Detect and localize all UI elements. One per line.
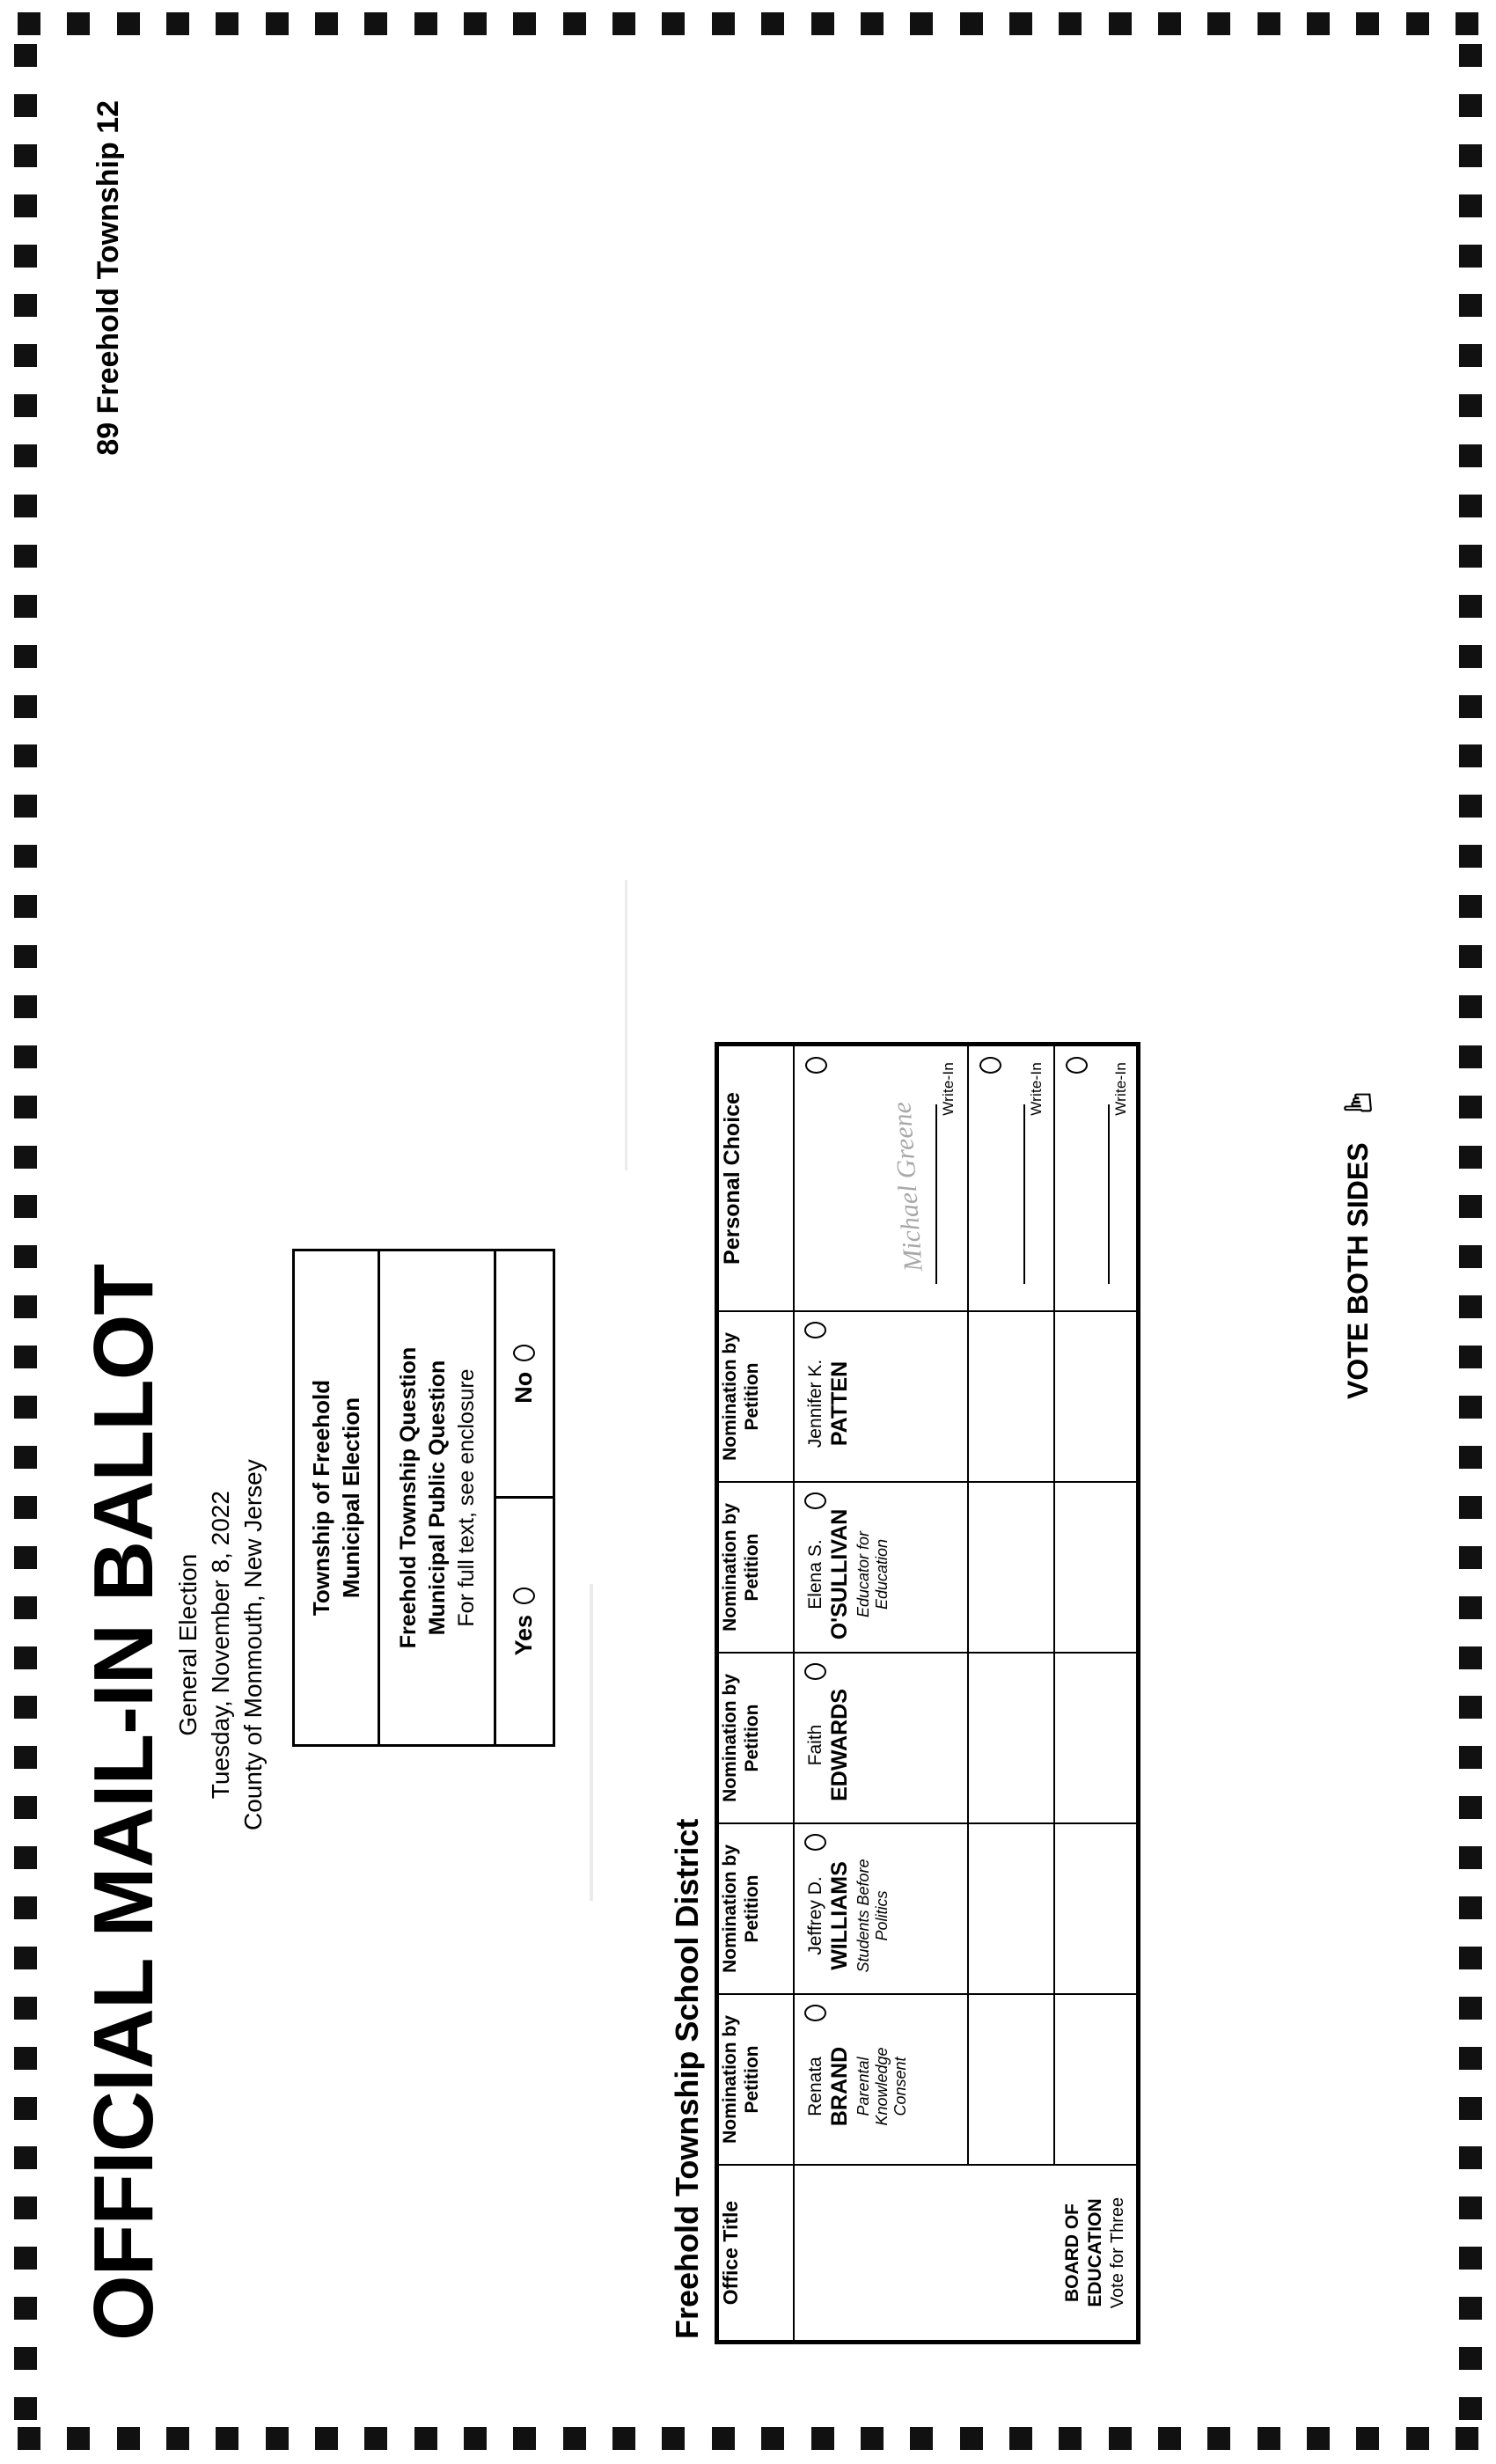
candidate-slogan: Students Before Politics — [854, 1859, 891, 1973]
perforation-dash — [1459, 895, 1482, 918]
perforation-dash — [14, 1646, 37, 1669]
perforation-dash — [1459, 2397, 1482, 2420]
perforation-dash — [14, 1997, 37, 2020]
ballot-table — [717, 1045, 1138, 2342]
perforation-dash — [1459, 1997, 1482, 2020]
perforation-dash — [1459, 945, 1482, 968]
perforation-dash — [67, 12, 90, 35]
col-header-nomination-3: Nomination by Petition — [718, 1653, 794, 1823]
perforation-dash — [960, 2427, 983, 2450]
personal-choice-cell-3[interactable] — [1054, 1045, 1137, 1311]
perforation-dash — [14, 495, 37, 517]
public-question-box — [292, 1249, 555, 1747]
perforation-dash — [414, 12, 437, 35]
perforation-dash — [1456, 2427, 1478, 2450]
perforation-dash — [216, 12, 238, 35]
candidate-cell-williams[interactable] — [794, 1823, 968, 1994]
perforation-dash — [1158, 2427, 1181, 2450]
candidate-slogan: Educator for Education — [854, 1530, 891, 1618]
public-question-title-line1: Township of Freehold — [308, 1379, 334, 1617]
perforation-dash — [1459, 144, 1482, 167]
perforation-dash — [1207, 2427, 1230, 2450]
perforation-dash — [1059, 2427, 1082, 2450]
perforation-dash — [1459, 394, 1482, 417]
perforation-dash — [14, 1346, 37, 1368]
perforation-dash — [910, 12, 933, 35]
oval-icon-write-in-2[interactable] — [979, 1057, 1001, 1074]
perforation-dash — [1459, 1346, 1482, 1368]
perforation-dash — [14, 344, 37, 367]
vote-both-sides-text: VOTE BOTH SIDES — [1341, 1142, 1374, 1399]
perforation-dash — [1307, 2427, 1330, 2450]
perforation-dash — [14, 845, 37, 868]
candidate-last-name: PATTEN — [826, 1360, 852, 1447]
col-header-office-title: Office Title — [718, 2165, 794, 2341]
table-row — [968, 1045, 1054, 2341]
public-question-line3: For full text, see enclosure — [453, 1368, 479, 1627]
election-info — [172, 1459, 270, 1830]
perforation-dash — [14, 1446, 37, 1469]
perforation-dash — [662, 12, 685, 35]
public-question-line1: Freehold Township Question — [395, 1346, 421, 1649]
perforation-dash — [1307, 12, 1330, 35]
perforation-dash — [1459, 44, 1482, 67]
perforation-dash — [1459, 1696, 1482, 1719]
perforation-dash — [662, 2427, 685, 2450]
public-question-yes-option[interactable] — [496, 1497, 553, 1745]
perforation-dash — [1459, 194, 1482, 217]
perforation-dash — [14, 1796, 37, 1819]
perforation-dash — [315, 2427, 338, 2450]
perforation-dash — [1406, 12, 1429, 35]
perforation-dash — [1459, 995, 1482, 1018]
perforation-dash — [1459, 94, 1482, 117]
perforation-dash — [14, 1746, 37, 1769]
perforation-dash — [1459, 1796, 1482, 1819]
perforation-border-bottom — [18, 2427, 1478, 2450]
candidate-first-name: Renata — [805, 2057, 825, 2116]
write-in-line-2[interactable] — [1023, 1104, 1025, 1284]
perforation-dash — [1356, 2427, 1379, 2450]
public-question-answers — [494, 1251, 553, 1744]
perforation-dash — [14, 1245, 37, 1268]
perforation-dash — [14, 1896, 37, 1919]
perforation-dash — [1258, 12, 1280, 35]
perforation-border-left — [14, 44, 37, 2420]
perforation-dash — [166, 12, 189, 35]
col-header-nomination-1: Nomination by Petition — [718, 1994, 794, 2165]
perforation-dash — [14, 144, 37, 167]
perforation-dash — [117, 12, 140, 35]
oval-icon-candidate-williams[interactable] — [804, 1834, 826, 1851]
perforation-dash — [14, 1596, 37, 1619]
perforation-border-right — [1459, 44, 1482, 2420]
perforation-dash — [216, 2427, 238, 2450]
school-district-label: Freehold Township School District — [669, 1818, 705, 2339]
perforation-dash — [612, 12, 635, 35]
perforation-dash — [14, 94, 37, 117]
perforation-dash — [1459, 545, 1482, 568]
perforation-dash — [960, 12, 983, 35]
perforation-dash — [1207, 12, 1230, 35]
footer-instruction — [1339, 1082, 1376, 1399]
perforation-dash — [14, 545, 37, 568]
perforation-dash — [1459, 2097, 1482, 2120]
perforation-dash — [1459, 645, 1482, 668]
perforation-dash — [1459, 495, 1482, 517]
personal-choice-cell-2[interactable] — [968, 1045, 1054, 1311]
write-in-label-2: Write-In — [1028, 1062, 1045, 1116]
perforation-dash — [266, 2427, 289, 2450]
ballot-title: OFFICIAL MAIL-IN BALLOT — [77, 1264, 171, 2341]
candidate-last-name: BRAND — [826, 2046, 852, 2127]
perforation-dash — [14, 1496, 37, 1519]
perforation-dash — [14, 2146, 37, 2169]
candidate-first-name: Jennifer K. — [805, 1359, 825, 1448]
perforation-dash — [1258, 2427, 1280, 2450]
perforation-dash — [861, 2427, 884, 2450]
blank-cell — [1054, 1653, 1137, 1823]
col-header-personal-choice: Personal Choice — [718, 1045, 794, 1311]
write-in-label-1: Write-In — [940, 1062, 957, 1116]
perforation-dash — [14, 2397, 37, 2420]
candidate-cell-patten[interactable] — [794, 1311, 968, 1482]
perforation-dash — [1459, 344, 1482, 367]
perforation-dash — [1009, 12, 1032, 35]
perforation-dash — [364, 12, 387, 35]
perforation-dash — [1459, 1746, 1482, 1769]
perforation-dash — [1459, 2047, 1482, 2070]
perforation-dash — [117, 2427, 140, 2450]
perforation-dash — [1459, 245, 1482, 268]
perforation-dash — [1459, 1947, 1482, 1969]
perforation-dash — [563, 2427, 586, 2450]
perforation-dash — [1356, 12, 1379, 35]
perforation-dash — [14, 194, 37, 217]
write-in-line-3[interactable] — [1108, 1104, 1110, 1284]
perforation-dash — [811, 12, 834, 35]
perforation-dash — [1459, 444, 1482, 467]
perforation-dash — [1459, 1295, 1482, 1318]
table-row — [1054, 1045, 1137, 2341]
col-header-nomination-2: Nomination by Petition — [718, 1823, 794, 1994]
candidate-slogan: Parental Knowledge Consent — [854, 2047, 909, 2126]
candidate-last-name: WILLIAMS — [826, 1861, 852, 1970]
col-header-nomination-5: Nomination by Petition — [718, 1311, 794, 1482]
candidate-first-name: Elena S. — [805, 1539, 825, 1610]
perforation-dash — [14, 1846, 37, 1869]
public-question-title — [295, 1251, 380, 1744]
perforation-dash — [1459, 1146, 1482, 1169]
candidate-last-name: EDWARDS — [826, 1689, 852, 1801]
perforation-dash — [1456, 12, 1478, 35]
perforation-dash — [1459, 1096, 1482, 1118]
perforation-dash — [18, 12, 40, 35]
candidate-cell-brand[interactable] — [794, 1994, 968, 2165]
perforation-dash — [1459, 595, 1482, 618]
public-question-text — [380, 1251, 494, 1744]
public-question-no-option[interactable] — [496, 1251, 553, 1497]
perforation-dash — [14, 2297, 37, 2320]
candidate-last-name: O'SULLIVAN — [826, 1508, 852, 1640]
perforation-dash — [464, 12, 487, 35]
perforation-dash — [513, 2427, 536, 2450]
perforation-dash — [14, 1146, 37, 1169]
perforation-dash — [67, 2427, 90, 2450]
perforation-dash — [14, 1546, 37, 1569]
perforation-dash — [811, 2427, 834, 2450]
perforation-dash — [166, 2427, 189, 2450]
no-label: No — [510, 1371, 538, 1404]
board-of-education-contest — [715, 1042, 1140, 2344]
perforation-dash — [1109, 2427, 1132, 2450]
yes-label: Yes — [510, 1614, 538, 1656]
perforation-dash — [1459, 695, 1482, 718]
perforation-dash — [1459, 1245, 1482, 1268]
perforation-dash — [464, 2427, 487, 2450]
perforation-border-top — [18, 12, 1478, 35]
perforation-dash — [14, 2247, 37, 2270]
perforation-dash — [14, 595, 37, 618]
perforation-dash — [1459, 1496, 1482, 1519]
perforation-dash — [1459, 2247, 1482, 2270]
perforation-dash — [364, 2427, 387, 2450]
perforation-dash — [1459, 1896, 1482, 1919]
perforation-dash — [1459, 795, 1482, 818]
perforation-dash — [1459, 1195, 1482, 1218]
perforation-dash — [1158, 12, 1181, 35]
perforation-dash — [761, 2427, 784, 2450]
perforation-dash — [1459, 1846, 1482, 1869]
perforation-dash — [14, 1096, 37, 1118]
blank-cell — [1054, 1823, 1137, 1994]
perforation-dash — [14, 444, 37, 467]
office-name: BOARD OF EDUCATION — [1061, 2198, 1105, 2307]
candidate-name-edwards — [795, 1654, 853, 1822]
perforation-dash — [861, 12, 884, 35]
office-title-text — [1061, 2166, 1130, 2340]
col-header-nomination-4: Nomination by Petition — [718, 1482, 794, 1653]
perforation-dash — [14, 1045, 37, 1068]
perforation-dash — [14, 744, 37, 767]
blank-cell — [1054, 1311, 1137, 1482]
perforation-dash — [18, 2427, 40, 2450]
personal-choice-cell-1[interactable] — [794, 1045, 968, 1311]
table-row — [794, 1045, 968, 2341]
perforation-dash — [14, 394, 37, 417]
perforation-dash — [14, 44, 37, 67]
perforation-dash — [14, 1696, 37, 1719]
public-question-title-line2: Municipal Election — [337, 1397, 364, 1599]
scan-artifact — [590, 1584, 593, 1901]
perforation-dash — [1459, 1396, 1482, 1419]
election-type: General Election — [174, 1553, 202, 1736]
blank-cell — [968, 1994, 1054, 2165]
candidate-first-name: Faith — [805, 1724, 825, 1766]
public-question-line2: Municipal Public Question — [424, 1360, 450, 1636]
blank-cell — [1054, 1994, 1137, 2165]
perforation-dash — [1459, 1045, 1482, 1068]
perforation-dash — [14, 1295, 37, 1318]
perforation-dash — [1459, 2196, 1482, 2219]
election-county-state: County of Monmouth, New Jersey — [238, 1459, 267, 1830]
perforation-dash — [1459, 2146, 1482, 2169]
perforation-dash — [712, 12, 735, 35]
perforation-dash — [14, 895, 37, 918]
candidate-name-patten — [795, 1312, 853, 1481]
write-in-label-3: Write-In — [1112, 1062, 1129, 1116]
perforation-dash — [14, 2196, 37, 2219]
perforation-dash — [612, 2427, 635, 2450]
perforation-dash — [14, 245, 37, 268]
perforation-dash — [1459, 1446, 1482, 1469]
candidate-cell-osullivan[interactable] — [794, 1482, 968, 1653]
perforation-dash — [1459, 294, 1482, 317]
perforation-dash — [14, 1947, 37, 1969]
oval-icon-candidate-osullivan[interactable] — [804, 1492, 826, 1509]
perforation-dash — [315, 12, 338, 35]
oval-icon-candidate-patten[interactable] — [804, 1322, 826, 1338]
blank-cell — [968, 1823, 1054, 1994]
perforation-dash — [563, 12, 586, 35]
perforation-dash — [1459, 2347, 1482, 2370]
blank-cell — [968, 1653, 1054, 1823]
office-vote-instruction: Vote for Three — [1108, 2196, 1127, 2309]
table-header-row — [718, 1045, 794, 2341]
perforation-dash — [1109, 12, 1132, 35]
write-in-line-1[interactable] — [935, 1104, 937, 1284]
perforation-dash — [1459, 1546, 1482, 1569]
election-date: Tuesday, November 8, 2022 — [206, 1491, 234, 1800]
perforation-dash — [1059, 12, 1082, 35]
blank-cell — [1054, 1482, 1137, 1653]
perforation-dash — [14, 945, 37, 968]
perforation-dash — [414, 2427, 437, 2450]
pointing-hand-icon: ☞ — [1341, 1082, 1375, 1125]
oval-icon-candidate-brand[interactable] — [804, 2005, 826, 2021]
oval-icon-no[interactable] — [513, 1345, 535, 1361]
office-title-cell — [794, 2165, 1137, 2341]
perforation-dash — [1459, 2297, 1482, 2320]
candidate-first-name: Jeffrey D. — [805, 1876, 825, 1955]
oval-icon-write-in-1[interactable] — [805, 1057, 827, 1074]
perforation-dash — [910, 2427, 933, 2450]
district-identifier: 89 Freehold Township 12 — [92, 100, 125, 456]
perforation-dash — [513, 12, 536, 35]
oval-icon-write-in-3[interactable] — [1066, 1057, 1088, 1074]
perforation-dash — [14, 695, 37, 718]
perforation-dash — [761, 12, 784, 35]
perforation-dash — [14, 2347, 37, 2370]
perforation-dash — [266, 12, 289, 35]
perforation-dash — [712, 2427, 735, 2450]
perforation-dash — [14, 795, 37, 818]
ballot-content-rotated — [62, 70, 1434, 2394]
perforation-dash — [1459, 744, 1482, 767]
scan-artifact — [625, 880, 627, 1170]
oval-icon-yes[interactable] — [513, 1588, 535, 1604]
perforation-dash — [14, 1396, 37, 1419]
blank-cell — [968, 1482, 1054, 1653]
blank-cell — [968, 1311, 1054, 1482]
perforation-dash — [1459, 845, 1482, 868]
perforation-dash — [14, 645, 37, 668]
perforation-dash — [14, 1195, 37, 1218]
perforation-dash — [1406, 2427, 1429, 2450]
perforation-dash — [14, 294, 37, 317]
perforation-dash — [1459, 1596, 1482, 1619]
perforation-dash — [1459, 1646, 1482, 1669]
perforation-dash — [14, 2097, 37, 2120]
oval-icon-candidate-edwards[interactable] — [804, 1663, 826, 1680]
perforation-dash — [14, 995, 37, 1018]
perforation-dash — [14, 2047, 37, 2070]
write-in-handwriting: Michael Greene — [887, 1101, 928, 1272]
candidate-cell-edwards[interactable] — [794, 1653, 968, 1823]
perforation-dash — [1009, 2427, 1032, 2450]
